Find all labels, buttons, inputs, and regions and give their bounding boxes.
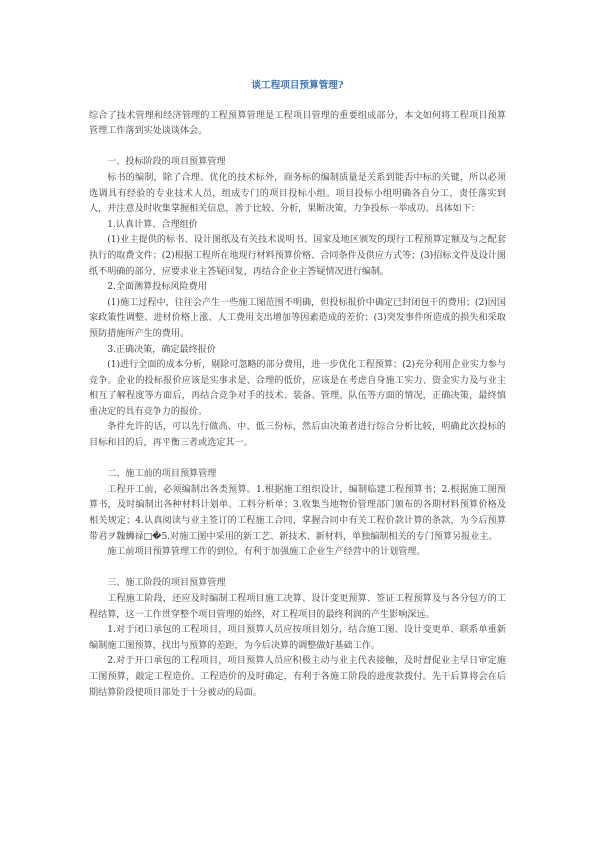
- spacer: [89, 561, 506, 577]
- spacer: [89, 140, 506, 156]
- section-2-heading: 二、施工前的项目预算管理: [107, 469, 217, 480]
- section-2-para-2: 施工前项目预算管理工作的到位，有利于加强施工企业生产经营中的计划管理。: [107, 547, 426, 558]
- section-1-para-2: (1)业主提供的标书、设计图纸及有关技术说明书、国家及地区颁发的现行工程预算定额及与之配套执行的取费文件；(2)根据工程所在地现行材料预算价格、合同条件及供应方式等；(3)招标文件及设计图纸不明确的部分，应要求业主答疑回复，再结合企业主答疑情况进行编制。: [89, 235, 506, 277]
- section-1-subheading-1: 1.认真计算、合理组价: [107, 219, 198, 230]
- section-1-para-5: 条件允许的话，可以先行做高、中、低三份标，然后由决策者进行综合分析比较，明确此次投标的目标和目的后，再平衡三者或选定其一。: [89, 422, 506, 449]
- section-3-heading: 三、施工阶段的项目预算管理: [107, 578, 226, 589]
- section-1-para-4: (1)进行全面的成本分析，剔除可忽略的部分费用，进一步优化工程预算；(2)充分利用企业实力参与竞争。企业的投标报价应该是实事求是、合理的低价，应该是在考虑自身施工实力、资金实力及与业主相互了解程度等方面后，再结合竞争对手的技术、装备、管理、队伍等方面的情况，正确决策，最终慎重决定的具有竞争力的报价。: [89, 360, 506, 417]
- section-1-heading: 一、投标阶段的项目预算管理: [107, 157, 226, 168]
- document-title: 谈工程项目预算管理?: [251, 80, 344, 91]
- section-1-para-1: 标书的编制，除了合理、优化的技术标外，商务标的编制质量是关系到能否中标的关键，所以必须选调具有经验的专业技术人员，组成专门的项目投标小组。项目投标小组明确各自分工，责任落实到人，并注意及时收集掌握相关信息，善于比较、分析，果断决策，力争投标一举成功。具体如下：: [89, 172, 506, 215]
- section-1-para-3: (1)施工过程中，往往会产生一些施工图范围不明确，但投标报价中确定已封闭包干的费用；(2)因国家政策性调整、进材价格上涨、人工费用支出增加等因素造成的差价；(3)突发事件所造成的损失和采取预防措施所产生的费用。: [89, 297, 506, 339]
- spacer: [89, 452, 506, 468]
- intro-paragraph: 综合了技术管理和经济管理的工程预算管理是工程项目管理的重要组成部分，本文如何将工程项目预算管理工作落到实处谈谈体会。: [89, 110, 506, 137]
- section-1-subheading-2: 2.全面测算投标风险费用: [107, 282, 207, 293]
- section-2-para-1: 工程开工前，必须编制出各类预算。1.根据施工组织设计，编制临建工程预算书；2.根据施工图预算书，及时编制出各种材料计划单、工料分析单；3.收集当地物价管理部门颁布的各期材料预算价格及相关规定；4.认真阅读与业主签订的工程施工合同，掌握合同中有关工程价款计算的条款，为今后预算带君ヲ魏蛳禄□�5.对施工图中采用的新工艺、新技术、新材料，单独编制相关的专门预算另报业主。: [89, 484, 506, 542]
- section-3-para-2: 1.对于闭口承包的工程项目，项目预算人员应按项目划分，结合施工图、设计变更单、联系单重新编制施工图预算，找出与预算的差距，为今后决算的调整做好基础工作。: [89, 625, 506, 651]
- section-1-subheading-3: 3.正确决策，确定最终报价: [107, 344, 216, 355]
- section-3-para-3: 2.对于开口承包的工程项目，项目预算人员应积极主动与业主代表接触，及时督促业主早日审定施工图预算，敲定工程造价。工程造价的及时确定，有利于各施工阶段的进度款拨付。先干后算将会在后期结算阶段使项目部处于十分被动的局面。: [89, 656, 506, 698]
- section-3-para-1: 工程施工阶段，还应及时编制工程项目施工决算、设计变更预算、签证工程预算及与各分包方的工程结算，这一工作贯穿整个项目管理的始终，对工程项目的最终利润的产生影响深远。: [89, 594, 506, 620]
